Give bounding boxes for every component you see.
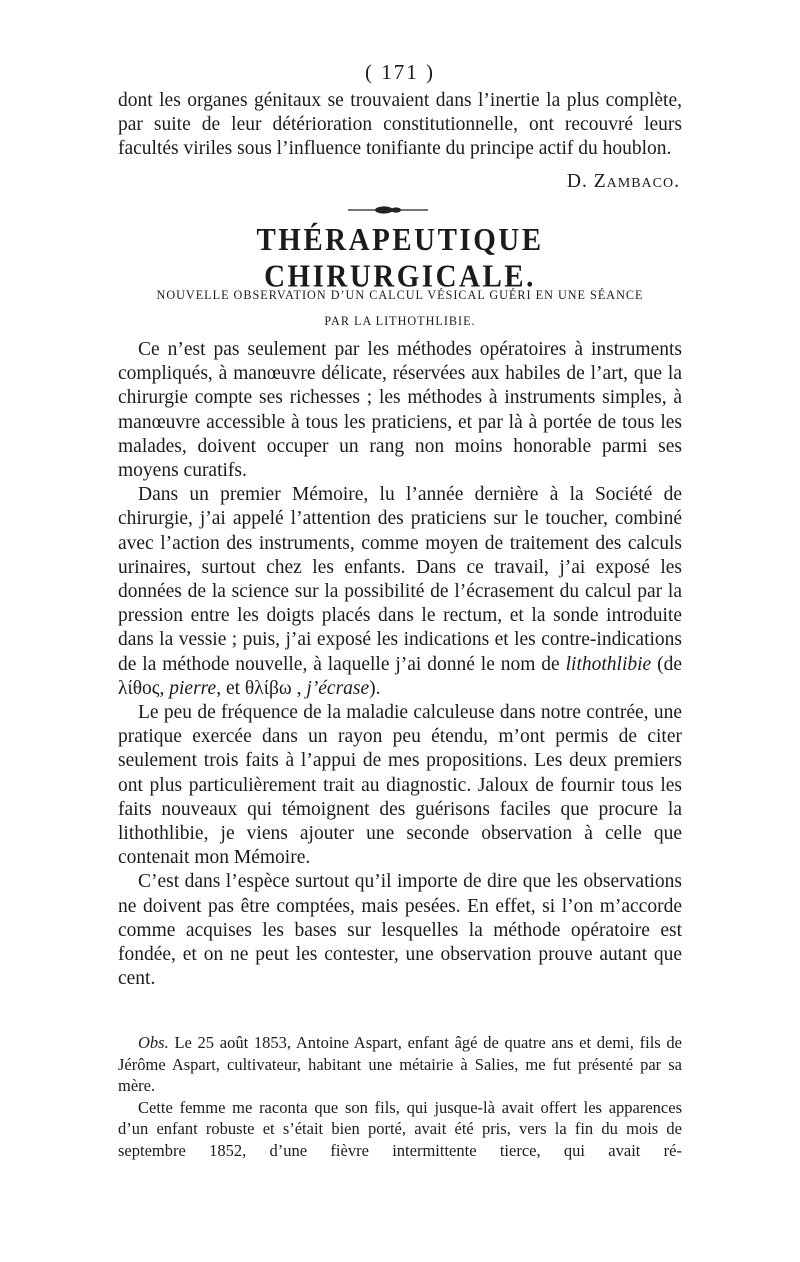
observation-label: Obs. — [138, 1033, 169, 1052]
observation-paragraph-1: Obs. Le 25 août 1853, Antoine Aspart, enfant âgé de quatre ans et demi, fils de Jérôme Aspart, cultivateur, habitant une métairie à Salies, me fut présenté par sa mère. — [118, 1033, 682, 1095]
body-paragraph-1: Ce n’est pas seulement par les méthodes opératoires à instruments compliqués, à manœuvre délicate, réservées aux habiles de l’art, que la chirurgie compte ses richesses ; les méthodes à instruments simples, à manœuvre accessible à tous les praticiens, et par là à portée de tous les malades, doivent occuper un rang non moins honorable parmi ses moyens curatifs. — [118, 339, 682, 482]
author-signature: D. Zambaco. — [566, 171, 680, 192]
observation-paragraph-2: Cette femme me raconta que son fils, qui jusque-là avait offert les apparences d’un enfant robuste et s’était bien porté, avait été pris, vers la fin du mois de septembre 1852, d’une fièvre intermittente tierce, qui avait ré- — [118, 1097, 682, 1160]
article-body — [118, 338, 682, 991]
section-subtitle — [118, 282, 682, 334]
greek-word-1: λίθος — [118, 677, 160, 699]
intro-block — [118, 89, 682, 162]
body-paragraph-4: C’est dans l’espèce surtout qu’il importe de dire que les observations ne doivent pas être comptées, mais pesées. En effet, si l’on m’accorde comme acquises les bases sur lesquelles la méthode opératoire est fondée, et on ne peut les contester, une observation prouve autant que cent. — [118, 871, 682, 990]
body-paragraph-3: Le peu de fréquence de la maladie calculeuse dans notre contrée, une pratique exercée dans un rayon peu étendu, m’ont permis de citer seulement trois faits à l’appui de mes propositions. Les deux premiers ont plus particulièrement trait au diagnostic. Jaloux de fournir tous les faits nouveaux qui témoignent des guérisons faciles que procure la lithothlibie, je viens ajouter une seconde observation à celle que contenait mon Mémoire. — [118, 702, 682, 869]
gloss-1: pierre — [169, 677, 217, 699]
intro-paragraph: dont les organes génitaux se trouvaient dans l’inertie la plus complète, par suite de leur détérioration constitutionnelle, ont recouvré leurs facultés viriles sous l’influence tonifiante du principe actif du houblon. — [118, 90, 682, 160]
signature-line — [118, 171, 682, 195]
body-paragraph-2: Dans un premier Mémoire, lu l’année dernière à la Société de chirurgie, j’ai appelé l’attention des praticiens sur le toucher, combiné avec l’action des instruments, comme moyen de traitement des calculs urinaires, surtout chez les enfants. Dans ce travail, j’ai exposé les données de la science sur la possibilité de l’écrasement du calcul par la pression entre les doigts placés dans le rectum, et la sonde introduite dans la vessie ; puis, j’ai exposé les indications et les contre-indications de la méthode nouvelle, à laquelle j’ai donné le nom de lithothlibie (de λίθος, pierre, et θλίβω , j’écrase). — [118, 484, 682, 699]
divider-ornament — [348, 204, 428, 216]
term-lithothlibie: lithothlibie — [565, 653, 652, 675]
observation-block — [118, 1032, 682, 1161]
section-title: THÉRAPEUTIQUE CHIRURGICALE. — [256, 222, 544, 295]
greek-word-2: θλίβω — [244, 677, 292, 699]
gloss-2: j’écrase — [306, 677, 370, 699]
page-number: ( 171 ) — [365, 60, 435, 84]
subtitle-line-2: PAR LA LITHOTHLIBIE. — [324, 314, 476, 328]
subtitle-line-1: NOUVELLE OBSERVATION D’UN CALCUL VÉSICAL GUÉRI EN UNE SÉANCE — [156, 288, 644, 302]
